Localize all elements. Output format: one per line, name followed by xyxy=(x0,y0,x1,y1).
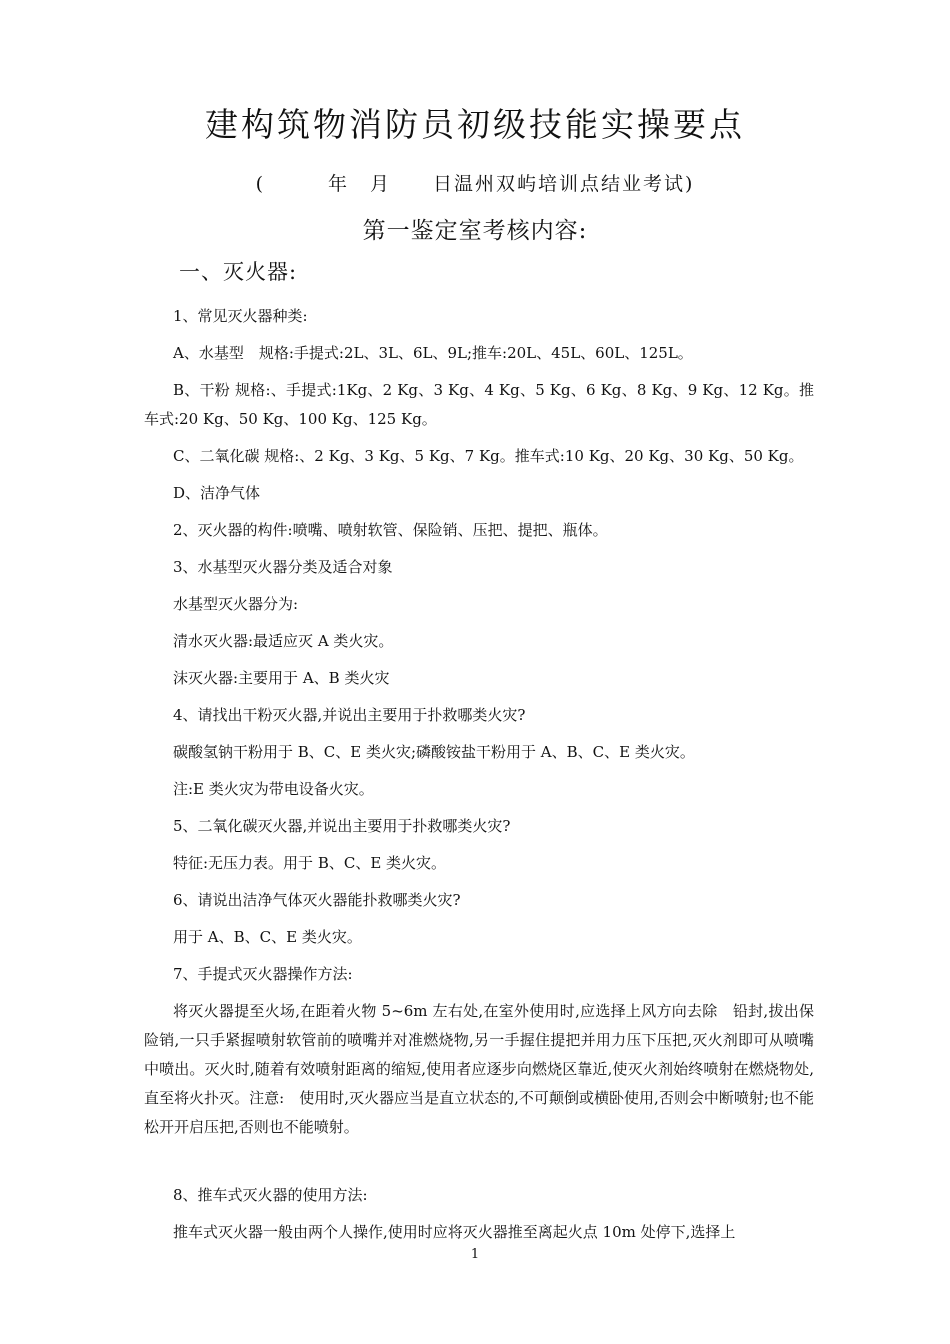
section-title: 第一鉴定室考核内容: xyxy=(362,218,588,244)
paragraph: 推车式灭火器一般由两个人操作,使用时应将灭火器推至离起火点 10m 处停下,选择上 xyxy=(173,1223,736,1241)
paragraph-note: 注:E 类火灾为带电设备火灾。 xyxy=(173,780,374,798)
paragraph: 水基型灭火器分为: xyxy=(173,595,299,613)
paragraph: 将灭火器提至火场,在距着火物 5~6m 左右处,在室外使用时,应选择上风方向去除 铅封,拔出保险销,一只手紧握喷射软管前的喷嘴并对准燃烧物,另一手握住提把并用力压下压把,灭火剂即可从喷嘴中喷出。灭火时,随着有效喷射距离的缩短,使用者应逐步向燃烧区靠近,使灭火剂始终喷射在燃烧物处,直至将火扑灭。注意: 使用时,灭火器应当是直立状态的,不可颠倒或横卧使用,否则会中断喷射;也不能松开开启压把,否则也不能喷射。 xyxy=(144,1002,814,1136)
paragraph: 4、请找出干粉灭火器,并说出主要用于扑救哪类火灾? xyxy=(173,706,526,724)
paragraph: 清水灭火器:最适应灭 A 类火灾。 xyxy=(173,632,394,650)
heading-fire-extinguisher: 一、灭火器: xyxy=(179,260,298,284)
paragraph: 2、灭火器的构件:喷嘴、喷射软管、保险销、压把、提把、瓶体。 xyxy=(173,521,608,539)
paragraph: 3、水基型灭火器分类及适合对象 xyxy=(173,558,393,576)
paragraph: A、水基型 规格:手提式:2L、3L、6L、9L;推车:20L、45L、60L、125L。 xyxy=(173,344,693,362)
paragraph: 1、常见灭火器种类: xyxy=(173,307,308,325)
document-subtitle: ( 年 月 日温州双屿培训点结业考试) xyxy=(255,173,695,195)
paragraph: 6、请说出洁净气体灭火器能扑救哪类火灾? xyxy=(173,891,461,909)
paragraph: 沫灭火器:主要用于 A、B 类火灾 xyxy=(173,669,390,687)
paragraph: B、干粉 规格:、手提式:1Kg、2 Kg、3 Kg、4 Kg、5 Kg、6 Kg、8 Kg、9 Kg、12 Kg。推车式:20 Kg、50 Kg、100 Kg、125 Kg。 xyxy=(144,381,814,428)
paragraph: 碳酸氢钠干粉用于 B、C、E 类火灾;磷酸铵盐干粉用于 A、B、C、E 类火灾。 xyxy=(173,743,695,761)
paragraph: 7、手提式灭火器操作方法: xyxy=(173,965,353,983)
paragraph: 用于 A、B、C、E 类火灾。 xyxy=(173,928,362,946)
page-number: 1 xyxy=(470,1247,480,1262)
document-title: 建构筑物消防员初级技能实操要点 xyxy=(205,105,745,144)
paragraph: 8、推车式灭火器的使用方法: xyxy=(173,1186,368,1204)
paragraph: D、洁净气体 xyxy=(173,484,261,502)
paragraph: 特征:无压力表。用于 B、C、E 类火灾。 xyxy=(173,854,447,872)
paragraph: C、二氧化碳 规格:、2 Kg、3 Kg、5 Kg、7 Kg。推车式:10 Kg、20 Kg、30 Kg、50 Kg。 xyxy=(173,447,804,465)
paragraph: 5、二氧化碳灭火器,并说出主要用于扑救哪类火灾? xyxy=(173,817,511,835)
